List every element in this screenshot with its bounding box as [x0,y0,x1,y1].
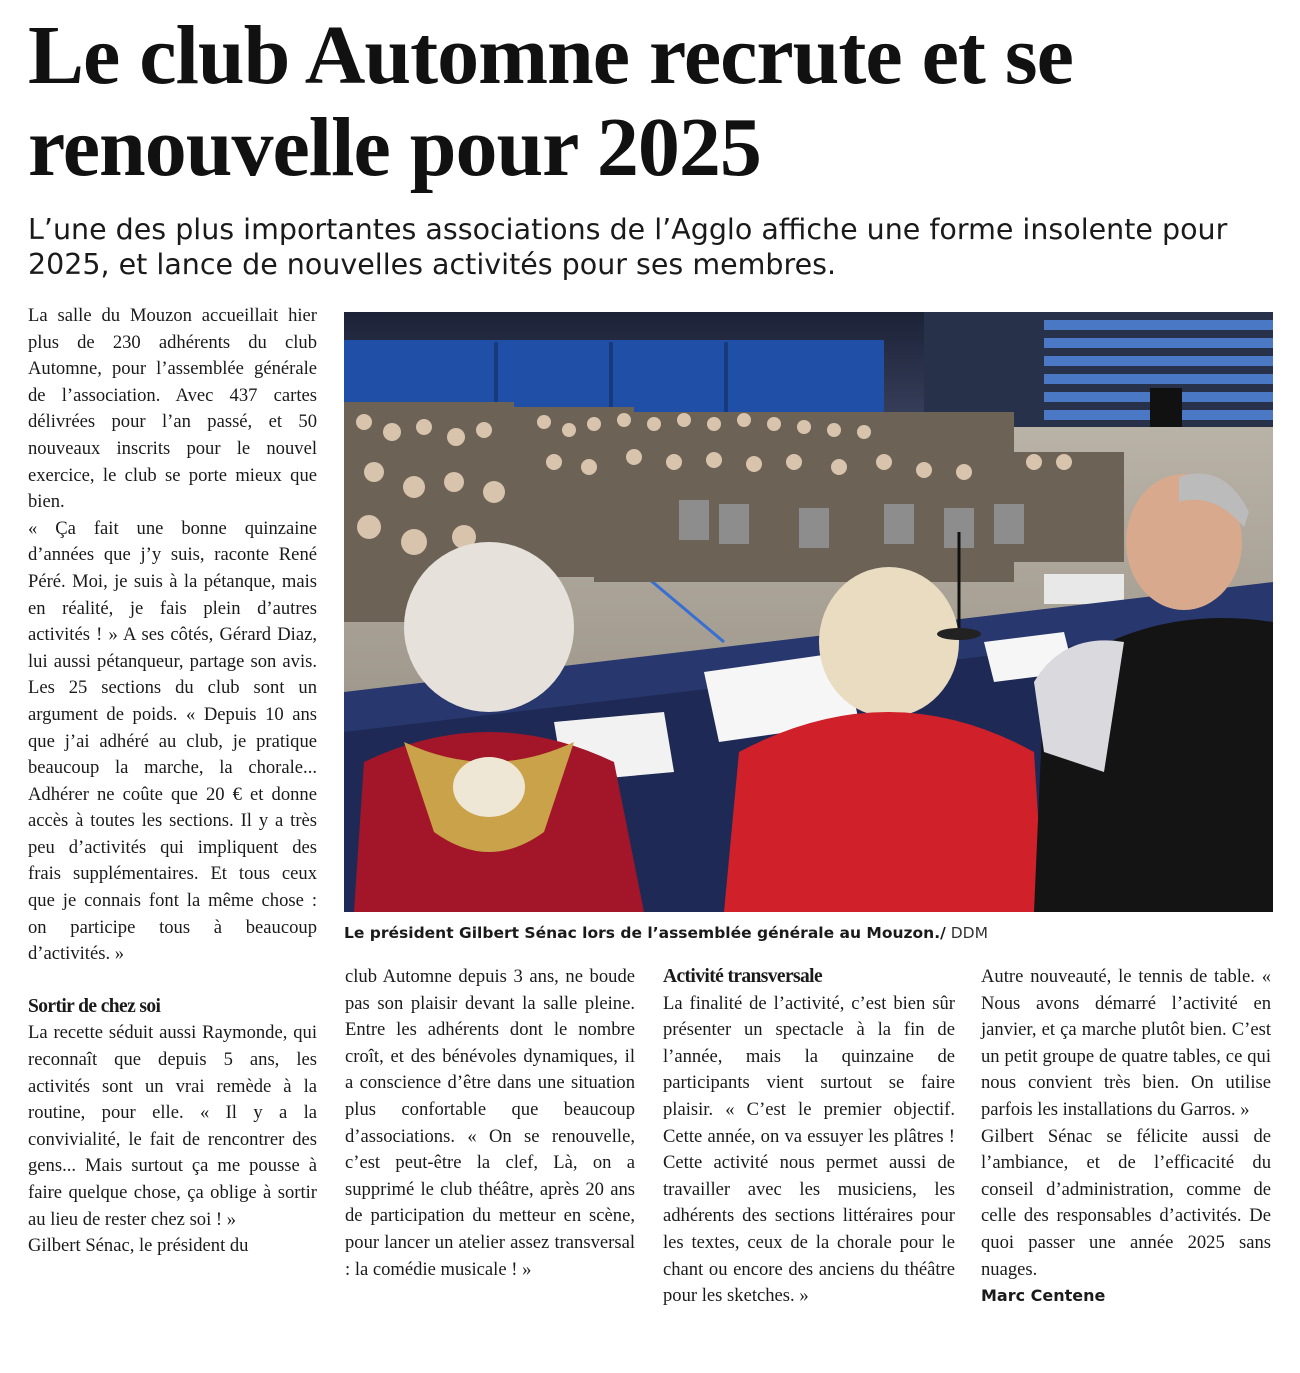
paragraph: La finalité de l’activité, c’est bien sûr présenter un spectacle à la fin de l’année, mais la quinzaine de participants vient surtout se faire plaisir. « C’est le premier objectif. Cette année, on va essuyer les plâtres ! Cette activité nous permet aussi de travailler avec les musiciens, les adhérents des sections littéraires pour les textes, ceux de la chorale pour le chant ou encore des anciens du théâtre pour les sketches. » [663,992,955,1307]
article-column-4 [981,964,1271,1309]
paragraph: Gilbert Sénac, le président du [28,1235,249,1257]
article-photo [344,312,1273,912]
paragraph: La recette séduit aussi Raymonde, qui reconnaît que depuis 5 ans, les activités sont un vrai remède à la routine, pour elle. « Il y a la convivialité, le fait de rencontrer des gens... Mais surtout ça me pousse à faire quelque chose, ça oblige à sortir au lieu de rester chez soi ! » [28,1022,317,1230]
paragraph: « Ça fait une bonne quinzaine d’années que j’y suis, raconte René Péré. Moi, je suis à la pétanque, mais en réalité, je fais plein d’autres activités ! » A ses côtés, Gérard Diaz, lui aussi pétanqueur, partage son avis. Les 25 sections du club sont un argument de poids. « Depuis 10 ans que j’ai adhéré au club, je pratique beaucoup la marche, la chorale... Adhérer ne coûte que 20 € et donne accès à toutes les sections. Il y a très peu d’activités qui impliquent des frais supplémentaires. Et tous ceux que je connais font la même chose : on participe tous à beaucoup d’activités. » [28,517,317,965]
assembly-photo-illustration [344,312,1273,912]
article-column-2 [345,964,635,1283]
caption-text: Le président Gilbert Sénac lors de l’assemblée générale au Mouzon./ [344,924,946,942]
subheading: Sortir de chez soi [28,995,161,1017]
article-column-1 [28,303,317,1260]
headline: Le club Automne recrute et se renouvelle pour 2025 [28,9,1073,194]
paragraph: club Automne depuis 3 ans, ne boude pas son plaisir devant la salle pleine. Entre les adhérents dont le nombre croît, et des bénévoles dynamiques, il a conscience d’être dans une situation plus confortable que beaucoup d’associations. « On se renouvelle, c’est peut-être la clef, Là, on a supprimé le club théâtre, après 20 ans de participation du metteur en scène, pour lancer un atelier assez transversal : la comédie musicale ! » [345,966,635,1280]
byline: Marc Centene [981,1286,1106,1306]
paragraph: Gilbert Sénac se félicite aussi de l’ambiance, et de l’efficacité du conseil d’administration, comme de celle des responsables d’activités. De quoi passer une année 2025 sans nuages. [981,1125,1271,1280]
photo-credit: DDM [950,924,988,942]
paragraph: La salle du Mouzon accueillait hier plus de 230 adhérents du club Automne, pour l’assemblée générale de l’association. Avec 437 cartes délivrées pour l’an passé, et 50 nouveaux inscrits pour le nouvel exercice, le club se porte mieux que bien. [28,305,317,513]
article-column-3 [663,964,955,1310]
standfirst: L’une des plus importantes associations de l’Agglo affiche une forme insolente pour 2025, et lance de nouvelles activités pour ses membres. [28,213,1228,281]
subheading: Activité transversale [663,966,823,987]
photo-caption [344,921,1273,945]
paragraph: Autre nouveauté, le tennis de table. « Nous avons démarré l’activité en janvier, et ça marche plutôt bien. C’est un petit groupe de quatre tables, ce qui nous convient très bien. On utilise parfois les installations du Garros. » [981,966,1271,1120]
paragraph-spacer [28,968,317,994]
